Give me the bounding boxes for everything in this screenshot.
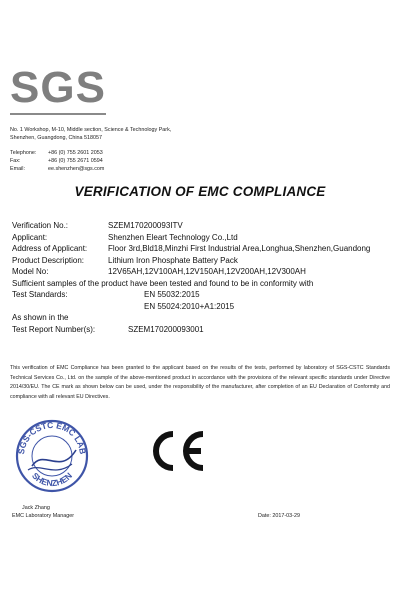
model-value: 12V65AH,12V100AH,12V150AH,12V200AH,12V300AH	[108, 267, 306, 276]
product-row	[12, 255, 392, 267]
applicant-label: Applicant:	[12, 232, 48, 242]
verification-row	[12, 220, 392, 232]
report-value: SZEM170200093001	[128, 324, 204, 334]
report-label: Test Report Number(s):	[12, 324, 96, 334]
contact-email	[10, 165, 104, 173]
signer-name: Jack Zhang	[22, 505, 50, 511]
standards-label: Test Standards:	[12, 290, 68, 299]
verification-value: SZEM170200093ITV	[108, 221, 183, 230]
signer-block	[12, 505, 74, 520]
telephone-value: +86 (0) 755 2601 2053	[48, 150, 103, 156]
address-value: Floor 3rd,Bld18,Minzhi First Industrial Area,Longhua,Shenzhen,Guandong	[108, 244, 371, 253]
address-line-2: Shenzhen, Guangdong, China 518057	[10, 135, 103, 141]
sgs-logo: SGS	[10, 63, 106, 112]
svg-text:SHENZHEN: SHENZHEN	[30, 470, 74, 489]
samples-row	[12, 278, 392, 290]
fax-label: Fax:	[10, 158, 21, 164]
contact-fax	[10, 157, 104, 165]
signer-role: EMC Laboratory Manager	[12, 512, 75, 519]
standards-row	[12, 289, 392, 301]
compliance-paragraph: This verification of EMC Compliance has been granted to the applicant based on the results of the tests, performed by laboratory of SGS-CSTC Standards Technical Services Co., Ltd. on the sample of the above-mentioned product in accordance with the provisions of the relevant specific standards under Directive 2014/30/EU. The CE mark as shown below can be used, under the responsibility of the manufacturer, after completion of an EU Declaration of Conformity and compliance with all relevant EU Directives.	[10, 365, 390, 400]
certificate-fields	[12, 220, 392, 335]
address-row	[12, 243, 392, 255]
samples-text: Sufficient samples of the product have been tested and found to be in conformity with	[12, 278, 314, 288]
issue-date: Date: 2017-03-29	[258, 513, 300, 519]
standards-row-2	[12, 301, 392, 313]
standard-2: EN 55024:2010+A1:2015	[144, 301, 235, 311]
address-label: Address of Applicant:	[12, 244, 88, 253]
document-title: VERIFICATION OF EMC COMPLIANCE	[74, 184, 326, 199]
standards-spacer	[12, 301, 108, 313]
shown-label: As shown in the	[12, 313, 69, 322]
report-row	[12, 324, 392, 336]
model-row	[12, 266, 392, 278]
model-label: Model No:	[12, 267, 49, 276]
svg-text:SGS-CSTC EMC LAB: SGS-CSTC EMC LAB	[15, 419, 89, 455]
contact-telephone	[10, 149, 104, 157]
email-value: ee.shenzhen@sgs.com	[48, 166, 105, 172]
product-label: Product Description:	[12, 255, 85, 265]
address-line-1: No. 1 Workshop, M-10, Middle section, Science & Technology Park,	[10, 127, 172, 133]
applicant-row	[12, 232, 392, 244]
telephone-label: Telephone:	[10, 150, 37, 156]
logo-underline	[10, 113, 106, 115]
email-label: Email:	[10, 166, 25, 172]
product-value: Lithium Iron Phosphate Battery Pack	[108, 255, 238, 265]
shown-row	[12, 312, 392, 324]
standard-1: EN 55032:2015	[144, 290, 200, 299]
fax-value: +86 (0) 755 2671 0594	[48, 158, 103, 164]
verification-label: Verification No.:	[12, 221, 69, 230]
applicant-value: Shenzhen Eleart Technology Co.,Ltd	[108, 232, 238, 242]
lab-stamp-icon	[14, 418, 90, 494]
ce-mark-icon	[147, 428, 209, 474]
contact-block	[10, 149, 104, 173]
company-address	[10, 126, 171, 142]
